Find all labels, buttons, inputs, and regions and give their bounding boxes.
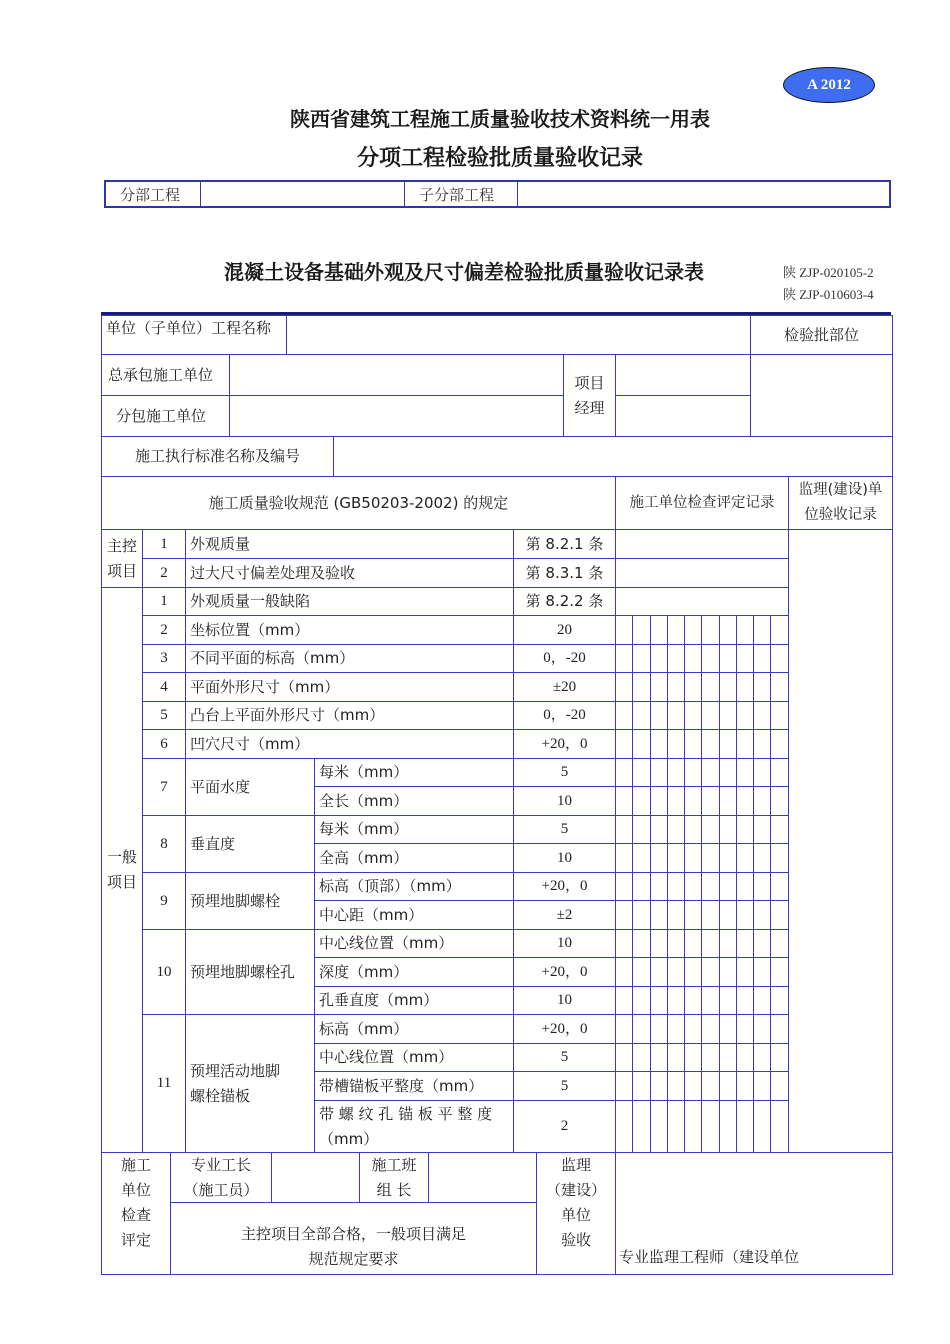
- general-item-no: 6: [142, 729, 186, 759]
- project-manager-input-2[interactable]: [615, 395, 751, 437]
- sub-item-req: 5: [513, 758, 616, 787]
- supervisor-engineer-label: 专业监理工程师（建设单位: [619, 1248, 800, 1266]
- standard-input[interactable]: [333, 436, 893, 477]
- unit-name-input[interactable]: [286, 315, 751, 355]
- general-item-req: 0，-20: [513, 701, 616, 730]
- unit-name-label: 单位（子单位）工程名称: [101, 315, 287, 355]
- team-leader-signature[interactable]: [428, 1152, 537, 1203]
- general-item-name-line-1: 预埋活动地脚: [190, 1061, 281, 1080]
- sub-item-req: +20，0: [513, 872, 616, 901]
- sub-item-req: 5: [513, 815, 616, 844]
- general-item-name: 凹穴尺寸（mm）: [185, 729, 514, 759]
- main-control-label-2: 项目: [106, 561, 137, 580]
- general-item-no: 7: [142, 758, 186, 816]
- project-manager-label-1: 项目: [574, 373, 605, 392]
- general-item-name: 坐标位置（mm）: [185, 615, 514, 645]
- supervisor-accept-label-2: （建设）: [545, 1181, 606, 1199]
- form-code-1: 陕 ZJP-020105-2: [783, 265, 874, 280]
- sub-item-req: 2: [513, 1100, 616, 1153]
- foreman-label-2: （施工员）: [183, 1180, 259, 1199]
- sub-item-req: 5: [513, 1043, 616, 1072]
- division-label: 分部工程: [106, 182, 201, 206]
- sub-item-name: 深度（mm）: [314, 957, 514, 987]
- supervisor-accept-label: [536, 1152, 616, 1275]
- year-badge: A 2012: [783, 67, 875, 103]
- grid-row-divider: [615, 1071, 789, 1072]
- general-item-req: 20: [513, 615, 616, 645]
- project-manager-label-2: 经理: [574, 398, 605, 417]
- main-item-no: 1: [142, 529, 186, 559]
- main-control-label: [101, 529, 143, 588]
- spec-header: 施工质量验收规范 (GB50203-2002) 的规定: [101, 476, 616, 530]
- grid-column-divider: [650, 615, 651, 1153]
- sub-item-name: 孔垂直度（mm）: [314, 986, 514, 1015]
- general-item-name: 垂直度: [185, 815, 315, 873]
- grid-column-divider: [753, 615, 754, 1153]
- foreman-signature[interactable]: [271, 1152, 360, 1203]
- contractor-eval-label: [101, 1152, 171, 1275]
- general-item-record[interactable]: [615, 587, 789, 616]
- main-control-label-1: 主控: [106, 536, 137, 555]
- general-item-no: 2: [142, 615, 186, 645]
- sub-item-req: +20，0: [513, 957, 616, 987]
- project-manager-input-1[interactable]: [615, 354, 751, 396]
- sub-item-req: 10: [513, 986, 616, 1015]
- sub-contractor-label: 分包施工单位: [101, 395, 230, 437]
- general-item-name: 平面水度: [185, 758, 315, 816]
- team-leader-label: [359, 1152, 429, 1203]
- grid-row-divider: [615, 1014, 789, 1015]
- sub-item-name-line-2: （mm）: [319, 1129, 379, 1148]
- grid-column-divider: [632, 615, 633, 1153]
- inspection-grid[interactable]: [615, 615, 789, 1153]
- general-item-req: 第 8.2.2 条: [513, 587, 616, 616]
- supervisor-conclusion[interactable]: [615, 1152, 893, 1275]
- sub-item-name: 全长（mm）: [314, 786, 514, 816]
- main-item-record[interactable]: [615, 529, 789, 559]
- general-item-name: 凸台上平面外形尺寸（mm）: [185, 701, 514, 730]
- main-item-no: 2: [142, 558, 186, 588]
- sub-item-name: 标高（mm）: [314, 1014, 514, 1044]
- grid-row-divider: [615, 1043, 789, 1044]
- general-item-no: 5: [142, 701, 186, 730]
- grid-row-divider: [615, 929, 789, 930]
- sub-item-req: 10: [513, 843, 616, 873]
- sub-item-req: 5: [513, 1071, 616, 1101]
- supervisor-record-header-1: 监理(建设)单: [798, 482, 883, 498]
- sub-item-name: 中心距（mm）: [314, 900, 514, 930]
- main-item-record[interactable]: [615, 558, 789, 588]
- sub-contractor-input[interactable]: [229, 395, 564, 437]
- general-item-no: 11: [142, 1014, 186, 1153]
- form-title: 混凝土设备基础外观及尺寸偏差检验批质量验收记录表: [224, 260, 704, 284]
- grid-row-divider: [615, 758, 789, 759]
- subdivision-label: 子分部工程: [405, 182, 518, 206]
- standard-label: 施工执行标准名称及编号: [101, 436, 334, 477]
- batch-location-input[interactable]: [750, 354, 893, 437]
- general-item-no: 4: [142, 672, 186, 702]
- grid-row-divider: [615, 815, 789, 816]
- general-item-no: 8: [142, 815, 186, 873]
- general-item-name-line-2: 螺栓锚板: [190, 1086, 251, 1105]
- supervisor-accept-label-4: 验收: [560, 1231, 591, 1249]
- general-item-name: [185, 1014, 315, 1153]
- general-contractor-label: 总承包施工单位: [101, 354, 230, 396]
- general-item-req: 0，-20: [513, 644, 616, 673]
- grid-column-divider: [719, 615, 720, 1153]
- team-leader-label-2: 组 长: [376, 1180, 412, 1199]
- sub-item-req: 10: [513, 929, 616, 958]
- grid-row-divider: [615, 843, 789, 844]
- grid-row-divider: [615, 872, 789, 873]
- grid-column-divider: [684, 615, 685, 1153]
- grid-column-divider: [770, 615, 771, 1153]
- general-item-name: 预埋地脚螺栓: [185, 872, 315, 930]
- grid-row-divider: [615, 644, 789, 645]
- grid-row-divider: [615, 986, 789, 987]
- foreman-label-1: 专业工长: [190, 1155, 251, 1174]
- general-item-name: 平面外形尺寸（mm）: [185, 672, 514, 702]
- foreman-label: [170, 1152, 272, 1203]
- sub-item-name: 中心线位置（mm）: [314, 1043, 514, 1072]
- grid-row-divider: [615, 957, 789, 958]
- general-items-label-2: 项目: [106, 873, 137, 891]
- subdivision-input[interactable]: [518, 182, 889, 206]
- contractor-record-header: 施工单位检查评定记录: [615, 476, 789, 530]
- general-item-name: 预埋地脚螺栓孔: [185, 929, 315, 1015]
- document-subtitle: 分项工程检验批质量验收记录: [356, 146, 643, 171]
- document-title: 陕西省建筑工程施工质量验收技术资料统一用表: [290, 107, 710, 131]
- sub-item-name: [314, 1100, 514, 1153]
- general-item-name: 不同平面的标高（mm）: [185, 644, 514, 673]
- general-contractor-input[interactable]: [229, 354, 564, 396]
- grid-row-divider: [615, 701, 789, 702]
- grid-column-divider: [701, 615, 702, 1153]
- general-item-no: 9: [142, 872, 186, 930]
- grid-row-divider: [615, 1100, 789, 1101]
- sub-item-req: ±2: [513, 900, 616, 930]
- conclusion-line-2: 规范规定要求: [308, 1250, 399, 1268]
- grid-column-divider: [736, 615, 737, 1153]
- sub-item-name: 中心线位置（mm）: [314, 929, 514, 958]
- sub-item-name: 带槽锚板平整度（mm）: [314, 1071, 514, 1101]
- sub-item-name: 每米（mm）: [314, 815, 514, 844]
- general-item-no: 3: [142, 644, 186, 673]
- grid-column-divider: [667, 615, 668, 1153]
- team-leader-label-1: 施工班: [371, 1155, 417, 1174]
- contractor-conclusion[interactable]: [170, 1202, 537, 1275]
- general-item-no: 1: [142, 587, 186, 616]
- general-item-name: 外观质量一般缺陷: [185, 587, 514, 616]
- grid-row-divider: [615, 900, 789, 901]
- general-items-label: [101, 587, 143, 1153]
- batch-location-label: 检验批部位: [750, 315, 893, 355]
- supervisor-record-header: [788, 476, 893, 530]
- form-code-2: 陕 ZJP-010603-4: [783, 287, 874, 302]
- main-item-name: 过大尺寸偏差处理及验收: [185, 558, 514, 588]
- supervisor-accept-label-3: 单位: [560, 1206, 591, 1224]
- grid-row-divider: [615, 672, 789, 673]
- sub-item-req: 10: [513, 786, 616, 816]
- sub-item-req: +20，0: [513, 1014, 616, 1044]
- general-item-req: ±20: [513, 672, 616, 702]
- general-item-no: 10: [142, 929, 186, 1015]
- main-item-name: 外观质量: [185, 529, 514, 559]
- grid-row-divider: [615, 729, 789, 730]
- sub-item-name: 全高（mm）: [314, 843, 514, 873]
- main-item-req: 第 8.2.1 条: [513, 529, 616, 559]
- contractor-eval-label-2: 单位: [120, 1181, 151, 1199]
- supervisor-acceptance-record[interactable]: [788, 529, 893, 1153]
- contractor-eval-label-3: 检查: [120, 1206, 151, 1224]
- general-item-req: +20，0: [513, 729, 616, 759]
- division-input[interactable]: [201, 182, 405, 206]
- supervisor-accept-label-1: 监理: [560, 1156, 591, 1174]
- grid-row-divider: [615, 786, 789, 787]
- general-items-label-1: 一般: [106, 848, 137, 866]
- division-header-table: [104, 180, 891, 208]
- contractor-eval-label-4: 评定: [120, 1231, 151, 1249]
- contractor-eval-label-1: 施工: [120, 1156, 151, 1174]
- sub-item-name: 每米（mm）: [314, 758, 514, 787]
- conclusion-line-1: 主控项目全部合格，一般项目满足: [240, 1225, 466, 1243]
- project-manager-label: [563, 354, 616, 437]
- sub-item-name: 标高（顶部）（mm）: [314, 872, 514, 901]
- sub-item-name-line-1: 带 螺 纹 孔 锚 板 平 整 度: [319, 1104, 493, 1123]
- main-item-req: 第 8.3.1 条: [513, 558, 616, 588]
- supervisor-record-header-2: 位验收记录: [804, 507, 877, 523]
